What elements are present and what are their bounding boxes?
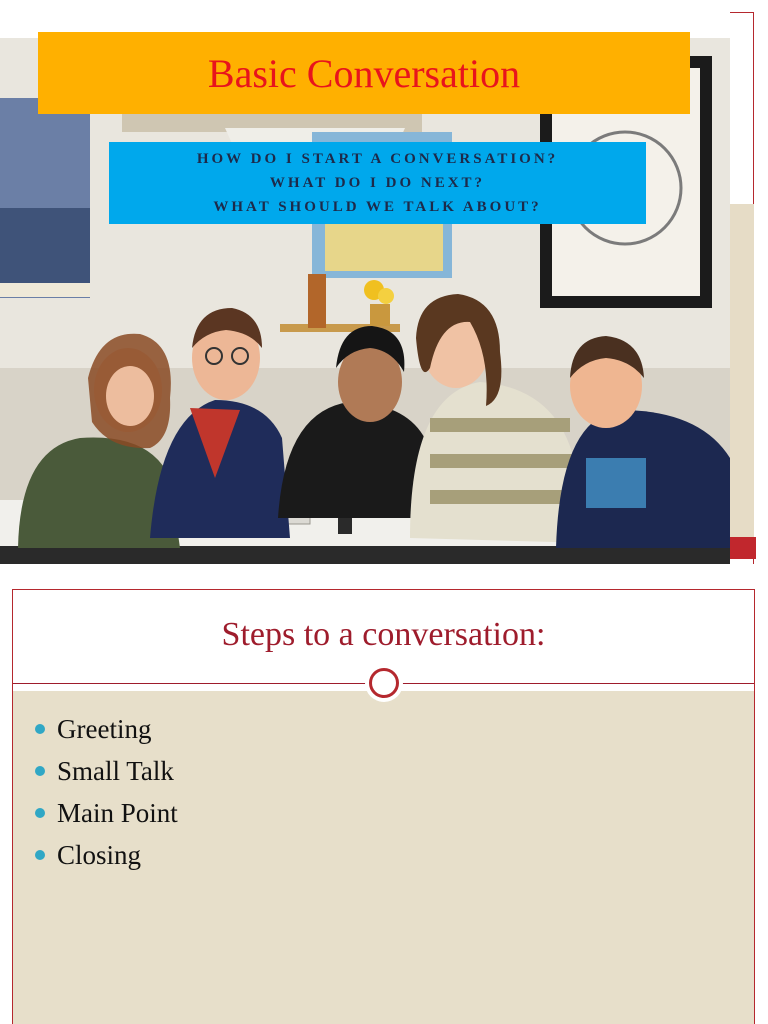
list-item xyxy=(33,750,178,792)
ring-ornament-icon xyxy=(365,664,403,702)
group-photo xyxy=(0,38,730,564)
subtitle-banner xyxy=(109,142,646,224)
list-item-label: Small Talk xyxy=(57,756,174,786)
slide-2 xyxy=(12,589,755,1024)
subtitle-line: WHAT DO I DO NEXT? xyxy=(269,175,486,191)
bullet-icon xyxy=(35,766,45,776)
bullet-icon xyxy=(35,808,45,818)
list-item xyxy=(33,792,178,834)
slide-accent-bar xyxy=(730,537,756,559)
slide-1 xyxy=(0,12,756,564)
steps-list xyxy=(33,708,178,876)
slide-background-panel xyxy=(730,204,754,544)
list-item-label: Greeting xyxy=(57,714,152,744)
group-photo-image xyxy=(0,38,730,564)
subtitle-line: HOW DO I START A CONVERSATION? xyxy=(196,151,559,167)
bullet-icon xyxy=(35,724,45,734)
subtitle-line: WHAT SHOULD WE TALK ABOUT? xyxy=(213,199,542,215)
list-item-label: Main Point xyxy=(57,798,178,828)
list-item-label: Closing xyxy=(57,840,142,870)
slide-title: Basic Conversation xyxy=(207,50,521,96)
slide-title: Steps to a conversation: xyxy=(221,616,546,653)
list-item xyxy=(33,708,178,750)
title-banner xyxy=(38,32,690,114)
list-item xyxy=(33,834,178,876)
bullet-icon xyxy=(35,850,45,860)
